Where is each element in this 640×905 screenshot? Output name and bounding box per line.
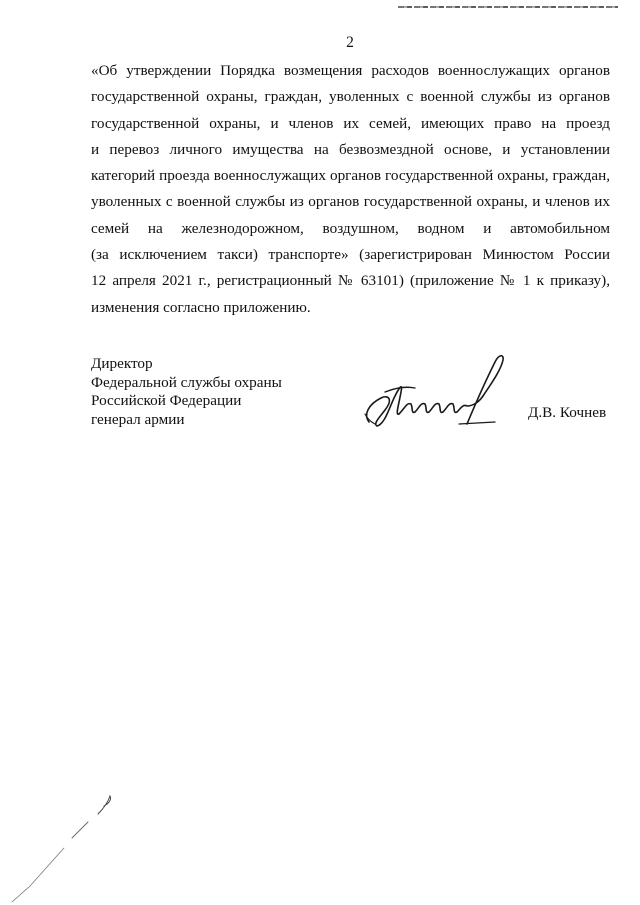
body-line: и перевоз личного имущества на безвозмездной основе, и установлении (91, 140, 610, 158)
position-line: Российской Федерации (91, 392, 242, 409)
body-line: 12 апреля 2021 г., регистрационный № 63101) (приложение № 1 к приказу), (91, 272, 610, 290)
body-line: семей на железнодорожном, воздушном, водном и автомобильном (91, 219, 610, 237)
body-line: государственной охраны, и членов их семей, имеющих право на проезд (91, 114, 610, 132)
page-number: 2 (346, 34, 354, 51)
signatory-position (91, 355, 282, 429)
handwritten-signature (355, 352, 505, 434)
position-line: Директор (91, 355, 153, 372)
body-line: государственной охраны, граждан, уволенных с военной службы из органов (91, 88, 610, 106)
body-line: (за исключением такси) транспорте» (зарегистрирован Минюстом России (91, 246, 610, 264)
signer-name: Д.В. Кочнев (528, 404, 607, 421)
body-paragraph (91, 58, 610, 321)
position-line: генерал армии (91, 410, 185, 428)
body-line: «Об утверждении Порядка возмещения расходов военнослужащих органов (91, 62, 610, 79)
body-line: категорий проезда военнослужащих органов государственной охраны, граждан, (91, 167, 610, 185)
position-line: Федеральной службы охраны (91, 373, 282, 391)
body-line: изменения согласно приложению. (91, 298, 311, 316)
body-line: уволенных с военной службы из органов государственной охраны, и членов их (91, 193, 610, 211)
scan-artifact-line (398, 6, 618, 8)
corner-pen-mark (0, 790, 120, 905)
